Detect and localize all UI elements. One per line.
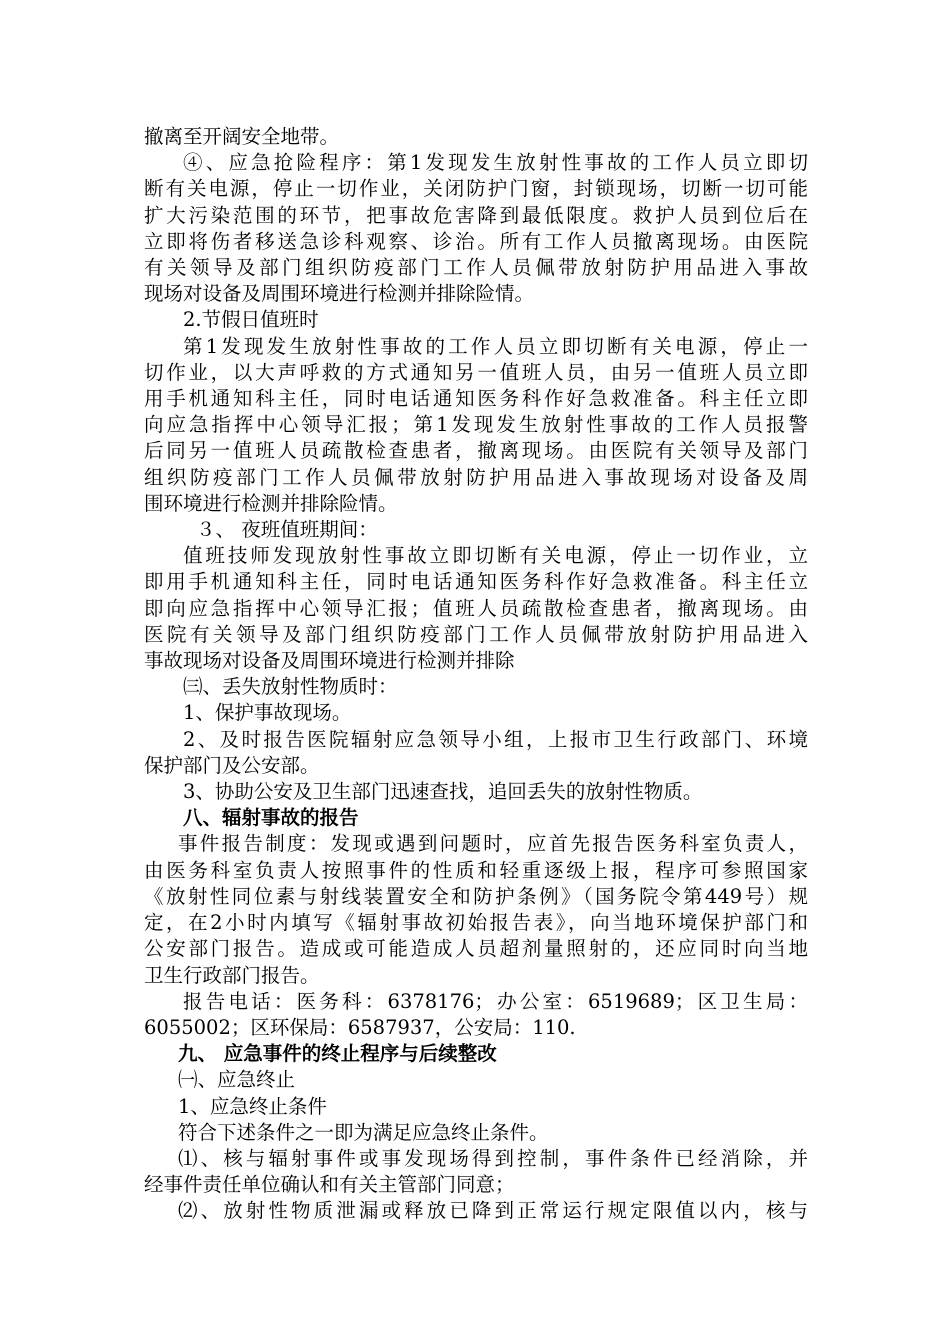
text-line: 由医务科室负责人按照事件的性质和轻重逐级上报，程序可参照国家 (144, 858, 808, 882)
text-line: 后同另一值班人员疏散检查患者，撤离现场。由医院有关领导及部门 (144, 439, 808, 463)
text-line: ⑴、核与辐射事件或事发现场得到控制，事件条件已经消除，并 (178, 1146, 808, 1170)
text-line: 组织防疫部门工作人员佩带放射防护用品进入事故现场对设备及周 (144, 465, 808, 489)
subheading: 1、应急终止条件 (178, 1094, 327, 1118)
text-line: 围环境进行检测并排除险情。 (144, 491, 398, 515)
text-line: 2、及时报告医院辐射应急领导小组，上报市卫生行政部门、环境 (183, 727, 808, 751)
text-line: 报告电话：医务科：6378176；办公室：6519689；区卫生局： (183, 989, 808, 1013)
text-line: 医院有关领导及部门组织防疫部门工作人员佩带放射防护用品进入 (144, 622, 808, 646)
text-line: 撤离至开阔安全地带。 (144, 125, 340, 148)
text-line: 立即将伤者移送急诊科观察、诊治。所有工作人员撤离现场。由医院 (144, 229, 808, 253)
subheading: 2.节假日值班时 (183, 308, 319, 332)
text-line: 经事件责任单位确认和有关主管部门同意； (144, 1173, 515, 1197)
text-line: 第1发现发生放射性事故的工作人员立即切断有关电源，停止一 (183, 334, 808, 358)
text-line: 3、协助公安及卫生部门迅速查找，追回丢失的放射性物质。 (183, 780, 703, 804)
text-line: 保护部门及公安部。 (144, 753, 320, 777)
text-line: 即向应急指挥中心领导汇报；值班人员疏散检查患者，撤离现场。由 (144, 596, 808, 620)
text-line: 定，在2小时内填写《辐射事故初始报告表》，向当地环境保护部门和 (144, 911, 808, 935)
text-line: 事件报告制度：发现或遇到问题时，应首先报告医务科室负责人， (178, 832, 808, 856)
section-heading: 九、 应急事件的终止程序与后续整改 (178, 1042, 497, 1066)
subheading: ㈠、应急终止 (178, 1068, 296, 1092)
text-line: 1、保护事故现场。 (183, 701, 352, 725)
text-line: 断有关电源，停止一切作业，关闭防护门窗，封锁现场，切断一切可能 (144, 177, 808, 201)
text-line: 6055002；区环保局：6587937，公安局：110. (144, 1015, 576, 1039)
document-body (144, 124, 808, 1225)
text-line: 事故现场对设备及周围环境进行检测并排除 (144, 649, 515, 673)
text-line: 值班技师发现放射性事故立即切断有关电源，停止一切作业，立 (183, 544, 808, 568)
text-line: 卫生行政部门报告。 (144, 963, 320, 987)
text-line: ⑵、放射性物质泄漏或释放已降到正常运行规定限值以内，核与 (178, 1199, 808, 1223)
text-line: 即用手机通知科主任，同时电话通知医务科作好急救准备。科主任立 (144, 570, 808, 594)
text-line: 用手机通知科主任，同时电话通知医务科作好急救准备。科主任立即 (144, 387, 808, 411)
text-line: 有关领导及部门组织防疫部门工作人员佩带放射防护用品进入事故 (144, 256, 808, 280)
text-line: 切作业，以大声呼救的方式通知另一值班人员，由另一值班人员立即 (144, 360, 808, 384)
text-line: ④、应急抢险程序：第1发现发生放射性事故的工作人员立即切 (183, 151, 808, 175)
subheading: ㈢、丢失放射性物质时： (183, 675, 398, 699)
text-line: 扩大污染范围的环节，把事故危害降到最低限度。救护人员到位后在 (144, 203, 808, 227)
text-line: 公安部门报告。造成或可能造成人员超剂量照射的，还应同时向当地 (144, 937, 808, 961)
subheading: ３、 夜班值班期间： (196, 518, 378, 542)
text-line: 《放射性同位素与射线装置安全和防护条例》（国务院令第449号）规 (144, 884, 808, 908)
section-heading: 八、辐射事故的报告 (183, 806, 359, 830)
text-line: 符合下述条件之一即为满足应急终止条件。 (178, 1120, 549, 1144)
text-line: 向应急指挥中心领导汇报；第1发现发生放射性事故的工作人员报警 (144, 413, 808, 437)
text-line: 现场对设备及周围环境进行检测并排除险情。 (144, 282, 535, 306)
